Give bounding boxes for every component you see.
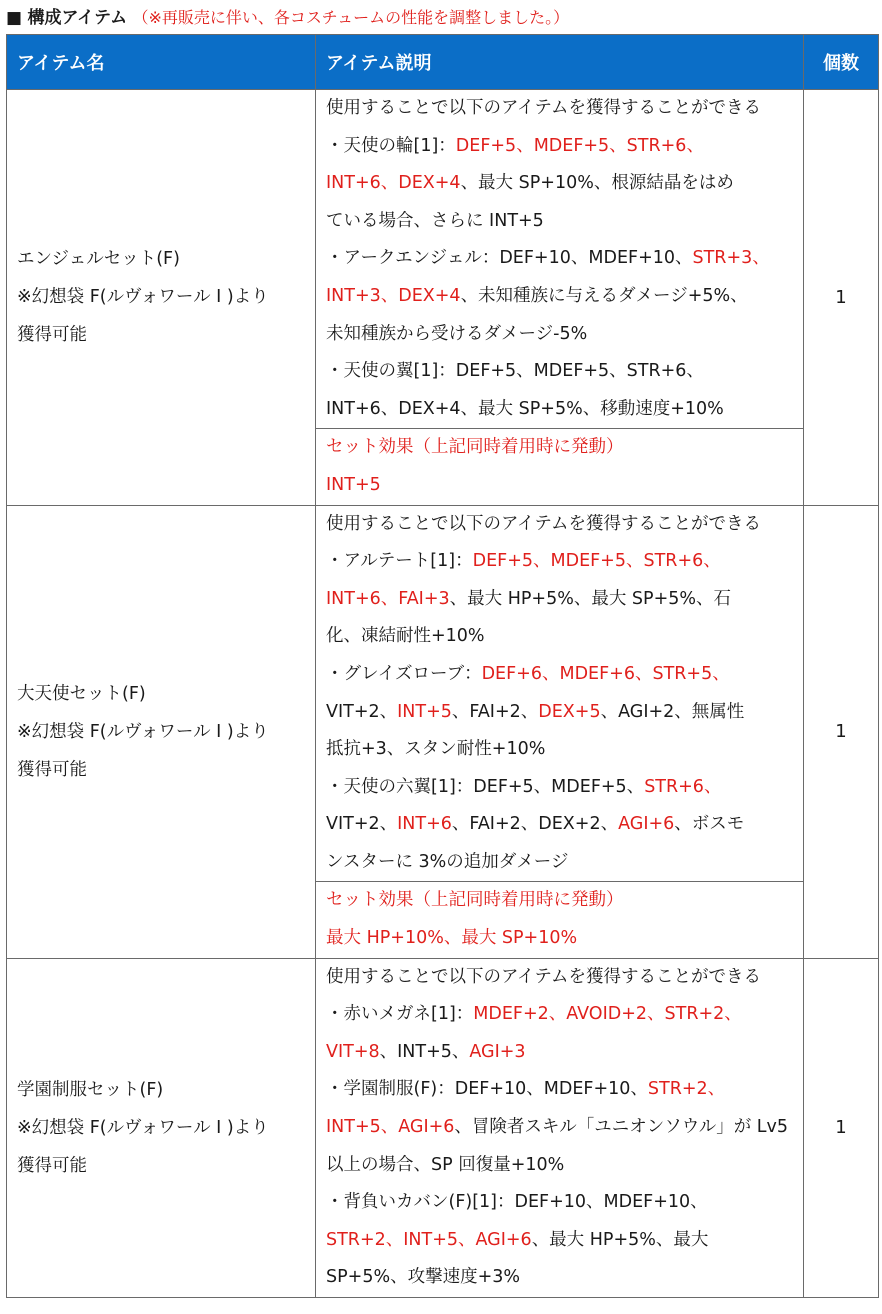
description-line: [326, 996, 795, 1034]
description-line: [326, 1071, 795, 1109]
stat-highlight: INT+5、AGI+6: [326, 1117, 455, 1138]
description-text: SP+5%、攻撃速度+3%: [326, 1267, 521, 1288]
table-header-row: [7, 35, 879, 90]
description-line: [326, 618, 795, 656]
description-text: 抵抗+3、スタン耐性+10%: [326, 739, 546, 760]
stat-highlight: STR+2、: [647, 1079, 726, 1100]
item-name-cell: [7, 505, 316, 958]
item-name-line: ※幻想袋 F(ルヴォワール Ⅰ )より: [17, 721, 269, 742]
item-name-cell: [7, 958, 316, 1297]
description-line: [326, 581, 795, 619]
stat-highlight: STR+2、INT+5、AGI+6: [326, 1229, 532, 1250]
stat-highlight: DEX+5: [538, 701, 601, 722]
description-text: 使用することで以下のアイテムを獲得することができる: [326, 98, 762, 118]
item-description-cell: [316, 958, 804, 1297]
description-line: [326, 1034, 795, 1072]
stat-highlight: DEF+6、MDEF+6、STR+5、: [481, 663, 730, 684]
stat-highlight: AGI+6: [618, 814, 675, 835]
item-name-line: 大天使セット(F): [17, 683, 146, 704]
description-text: ・アークエンジェル：DEF+10、MDEF+10、: [326, 248, 693, 269]
item-name-line: 獲得可能: [17, 759, 87, 780]
item-name-line: ※幻想袋 F(ルヴォワール Ⅰ )より: [17, 287, 269, 308]
description-line: [326, 1184, 795, 1222]
stat-highlight: INT+6、FAI+3: [326, 588, 450, 609]
stat-highlight: DEF+5、MDEF+5、STR+6、: [472, 551, 721, 572]
description-line: [326, 731, 795, 769]
description-text: 、FAI+2、DEX+2、: [451, 814, 619, 835]
table-row: [7, 958, 879, 1297]
description-text: 、最大 HP+5%、最大 SP+5%、石: [449, 588, 731, 609]
description-text: INT+6、DEX+4、最大 SP+5%、移動速度+10%: [326, 398, 724, 419]
description-text: 、FAI+2、: [451, 701, 539, 722]
description-text: ンスターに 3%の追加ダメージ: [326, 851, 569, 872]
section-heading: [6, 4, 569, 32]
description-text: 、未知種族に与えるダメージ+5%、: [460, 285, 748, 306]
stat-highlight: DEF+5、MDEF+5、STR+6、: [455, 135, 704, 156]
description-line: [326, 844, 795, 882]
description-line: [326, 806, 795, 844]
description-text: ・アルテート[1]：: [326, 551, 473, 572]
description-text: 化、凍結耐性+10%: [326, 626, 485, 647]
description-text: ・背負いカバン(F)[1]：DEF+10、MDEF+10、: [326, 1192, 708, 1213]
stat-highlight: STR+3、: [692, 248, 770, 269]
set-effect-line: 最大 HP+10%、最大 SP+10%: [326, 928, 578, 949]
stat-highlight: INT+5: [397, 701, 452, 722]
description-text: 未知種族から受けるダメージ-5%: [326, 323, 588, 344]
description-line: [326, 1222, 795, 1260]
stat-highlight: AGI+3: [469, 1041, 526, 1062]
header-item-count: 個数: [804, 35, 879, 90]
description-text: ている場合、さらに INT+5: [326, 210, 544, 231]
description-line: [326, 353, 795, 391]
description-text: VIT+2、: [326, 701, 398, 722]
item-count-cell: 1: [804, 505, 879, 958]
description-line: [326, 90, 795, 128]
stat-highlight: STR+6、: [644, 776, 722, 797]
description-text: ・赤いメガネ[1]：: [326, 1004, 474, 1025]
item-name-line: 獲得可能: [17, 1155, 87, 1176]
description-line: [326, 543, 795, 581]
stat-highlight: INT+6: [397, 814, 452, 835]
stat-highlight: VIT+8: [326, 1041, 380, 1062]
item-name-line: エンジェルセット(F): [17, 249, 180, 270]
description-line: [326, 959, 795, 997]
stat-highlight: MDEF+2、AVOID+2、STR+2、: [473, 1004, 742, 1025]
item-description-cell: [316, 90, 804, 429]
description-text: 以上の場合、SP 回復量+10%: [326, 1154, 565, 1175]
heading-note: （※再販売に伴い、各コスチュームの性能を調整しました。）: [132, 8, 570, 27]
description-text: 、AGI+2、無属性: [600, 701, 745, 722]
item-description-cell: [316, 505, 804, 882]
description-text: 使用することで以下のアイテムを獲得することができる: [326, 966, 762, 987]
table-row: [7, 505, 879, 882]
description-text: 、最大 SP+10%、根源結晶をはめ: [460, 173, 734, 194]
description-line: [326, 694, 795, 732]
description-text: ・グレイズローブ：: [326, 663, 482, 684]
description-text: 使用することで以下のアイテムを獲得することができる: [326, 513, 762, 534]
description-line: [326, 165, 795, 203]
items-table: [6, 34, 879, 1298]
description-line: [326, 316, 795, 354]
description-text: VIT+2、: [326, 814, 398, 835]
description-line: [326, 278, 795, 316]
description-line: [326, 769, 795, 807]
set-effect-line: セット効果（上記同時着用時に発動）: [326, 437, 624, 458]
square-bullet-icon: ■: [6, 8, 23, 28]
description-line: [326, 1259, 795, 1297]
description-text: ・学園制服(F)：DEF+10、MDEF+10、: [326, 1079, 648, 1100]
set-effect-cell: [316, 429, 804, 505]
header-item-name: アイテム名: [7, 35, 316, 90]
set-effect-cell: [316, 882, 804, 958]
item-name-line: 獲得可能: [17, 325, 87, 346]
header-item-description: アイテム説明: [316, 35, 804, 90]
description-text: ・天使の六翼[1]：DEF+5、MDEF+5、: [326, 776, 645, 797]
description-line: [326, 656, 795, 694]
description-text: 、最大 HP+5%、最大: [531, 1229, 709, 1250]
description-line: [326, 506, 795, 544]
table-row: [7, 90, 879, 429]
description-text: 、ボスモ: [674, 814, 745, 835]
stat-highlight: INT+6、DEX+4: [326, 173, 461, 194]
item-count-cell: 1: [804, 958, 879, 1297]
description-line: [326, 128, 795, 166]
description-text: ・天使の輪[1]：: [326, 135, 456, 156]
description-line: [326, 1147, 795, 1185]
stat-highlight: INT+3、DEX+4: [326, 285, 461, 306]
description-text: 、冒険者スキル「ユニオンソウル」が Lv5: [454, 1117, 789, 1138]
description-line: [326, 203, 795, 241]
description-line: [326, 391, 795, 429]
item-name-line: ※幻想袋 F(ルヴォワール Ⅰ )より: [17, 1117, 269, 1138]
item-name-cell: [7, 90, 316, 506]
description-text: ・天使の翼[1]：DEF+5、MDEF+5、STR+6、: [326, 361, 704, 382]
set-effect-line: セット効果（上記同時着用時に発動）: [326, 890, 624, 911]
heading-title: 構成アイテム: [27, 8, 128, 28]
description-line: [326, 240, 795, 278]
description-text: 、INT+5、: [379, 1041, 470, 1062]
description-line: [326, 1109, 795, 1147]
set-effect-line: INT+5: [326, 474, 381, 495]
item-count-cell: 1: [804, 90, 879, 506]
item-name-line: 学園制服セット(F): [17, 1079, 164, 1100]
